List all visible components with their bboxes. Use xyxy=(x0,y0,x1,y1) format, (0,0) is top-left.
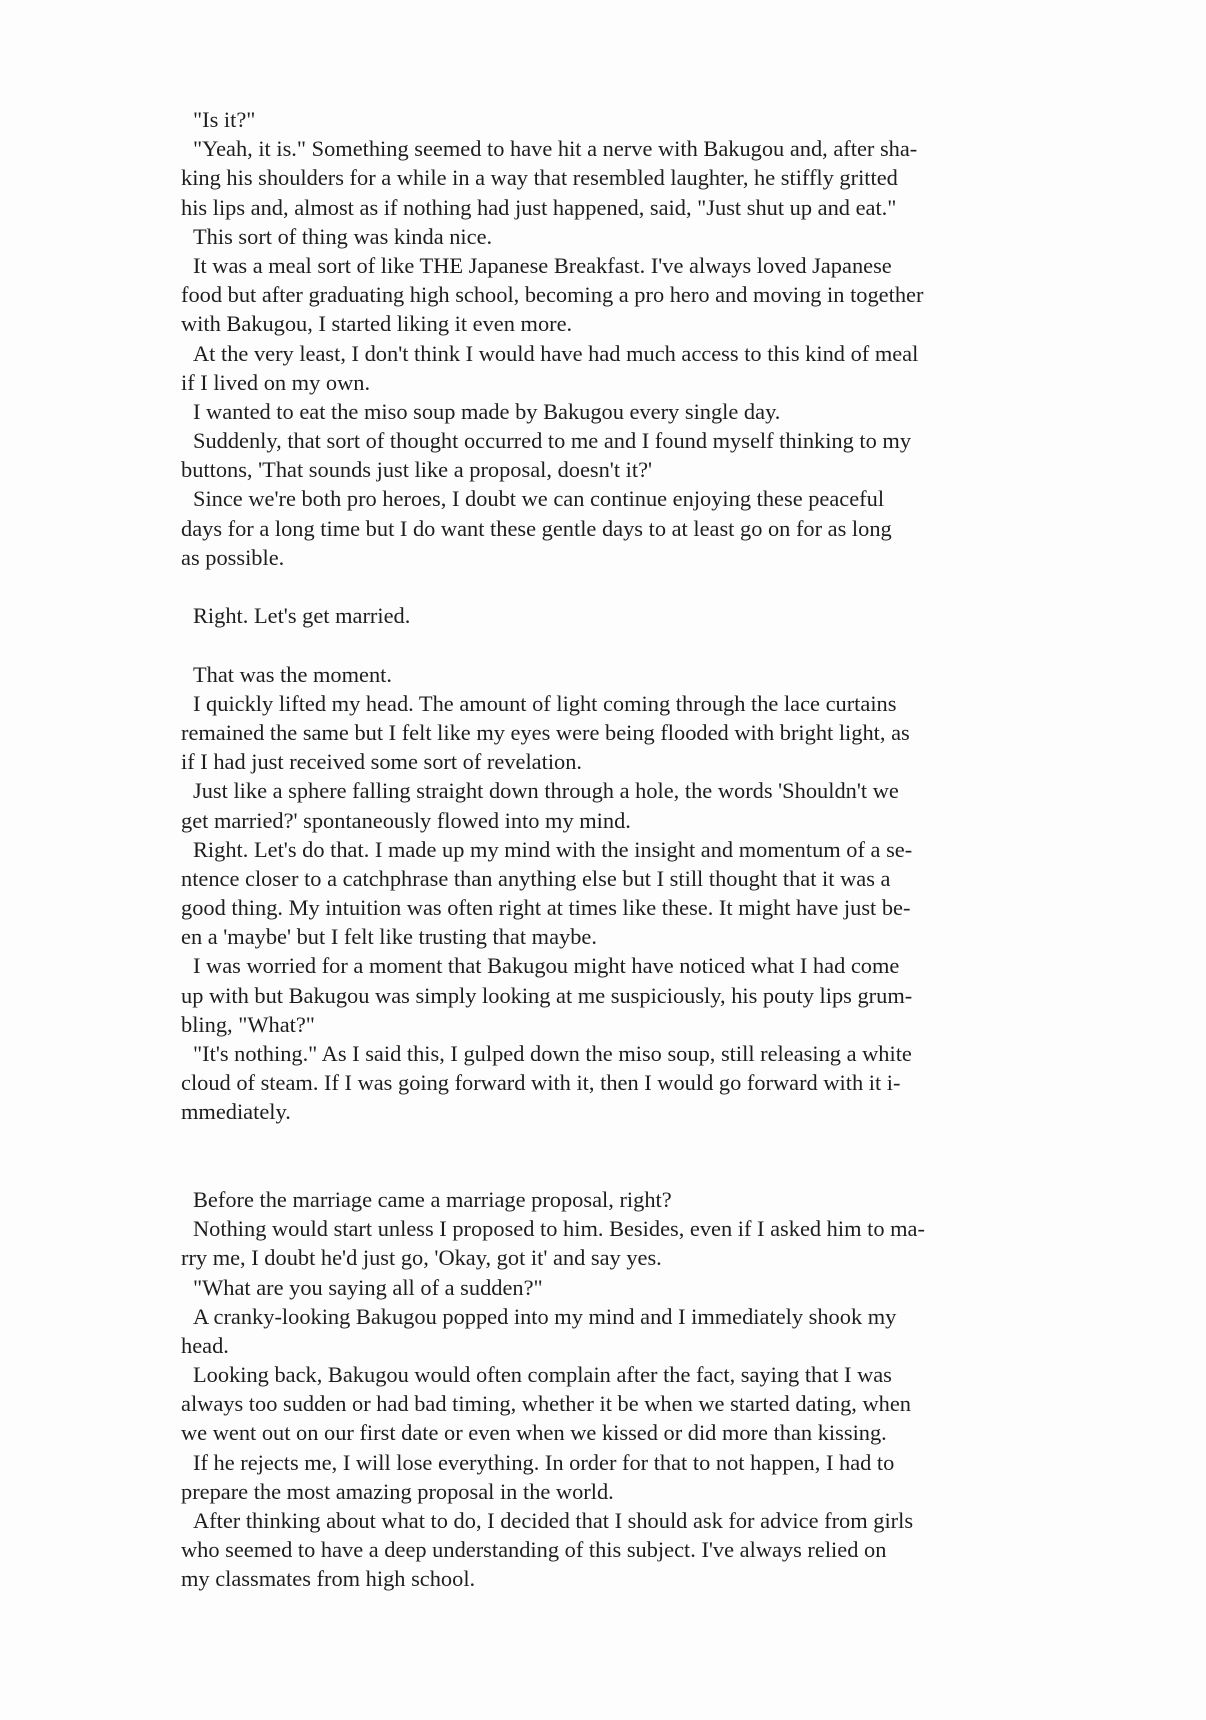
text-line: mmediately. xyxy=(181,1099,291,1125)
text-line: my classmates from high school. xyxy=(181,1566,476,1592)
body-text xyxy=(181,105,1051,1594)
text-line: "Yeah, it is." Something seemed to have hit a nerve with Bakugou and, after sha- xyxy=(193,136,918,162)
text-line: always too sudden or had bad timing, whether it be when we started dating, when xyxy=(181,1391,912,1417)
text-line: Looking back, Bakugou would often complain after the fact, saying that I was xyxy=(193,1362,892,1388)
text-line: Just like a sphere falling straight down through a hole, the words 'Shouldn't we xyxy=(193,778,899,804)
text-line: I wanted to eat the miso soup made by Bakugou every single day. xyxy=(193,398,781,424)
text-line: rry me, I doubt he'd just go, 'Okay, got it' and say yes. xyxy=(181,1245,662,1271)
text-line: if I lived on my own. xyxy=(181,369,371,395)
text-line: Before the marriage came a marriage proposal, right? xyxy=(193,1186,672,1212)
blank-line xyxy=(181,1127,1051,1156)
text-line: days for a long time but I do want these gentle days to at least go on for as long xyxy=(181,515,892,541)
text-line: If he rejects me, I will lose everything. In order for that to not happen, I had to xyxy=(193,1449,895,1475)
text-line: This sort of thing was kinda nice. xyxy=(193,223,493,249)
text-line: Right. Let's do that. I made up my mind with the insight and momentum of a se- xyxy=(193,836,913,862)
text-line: who seemed to have a deep understanding of this subject. I've always relied on xyxy=(181,1537,887,1563)
blank-line xyxy=(181,572,1051,601)
text-line: Since we're both pro heroes, I doubt we can continue enjoying these peaceful xyxy=(193,486,885,512)
text-line: prepare the most amazing proposal in the world. xyxy=(181,1478,614,1504)
text-line: if I had just received some sort of revelation. xyxy=(181,749,583,775)
text-line: After thinking about what to do, I decided that I should ask for advice from girls xyxy=(193,1508,914,1533)
text-line: "What are you saying all of a sudden?" xyxy=(193,1274,543,1300)
text-line: It was a meal sort of like THE Japanese Breakfast. I've always loved Japanese xyxy=(193,252,892,278)
text-line: head. xyxy=(181,1332,229,1358)
text-line: I was worried for a moment that Bakugou might have noticed what I had come xyxy=(193,953,900,979)
text-line: "Is it?" xyxy=(193,107,256,132)
text-line: we went out on our first date or even when we kissed or did more than kissing. xyxy=(181,1420,887,1446)
text-line: At the very least, I don't think I would have had much access to this kind of meal xyxy=(193,340,919,366)
text-line: ntence closer to a catchphrase than anything else but I still thought that it was a xyxy=(181,865,891,891)
blank-line xyxy=(181,630,1051,659)
blank-line xyxy=(181,1156,1051,1185)
text-line: buttons, 'That sounds just like a proposal, doesn't it?' xyxy=(181,457,653,483)
text-line: en a 'maybe' but I felt like trusting that maybe. xyxy=(181,924,597,950)
text-line: Suddenly, that sort of thought occurred to me and I found myself thinking to my xyxy=(193,428,912,454)
text-line: remained the same but I felt like my eyes were being flooded with bright light, as xyxy=(181,719,910,745)
text-line: bling, "What?" xyxy=(181,1011,315,1037)
text-line: A cranky-looking Bakugou popped into my mind and I immediately shook my xyxy=(193,1303,897,1329)
text-line: "It's nothing." As I said this, I gulped down the miso soup, still releasing a white xyxy=(193,1041,912,1066)
text-line: as possible. xyxy=(181,544,285,570)
text-line: I quickly lifted my head. The amount of light coming through the lace curtains xyxy=(193,690,897,716)
text-line: with Bakugou, I started liking it even more. xyxy=(181,311,573,337)
text-line: get married?' spontaneously flowed into my mind. xyxy=(181,807,631,833)
text-line: cloud of steam. If I was going forward with it, then I would go forward with it i- xyxy=(181,1070,901,1096)
text-line: his lips and, almost as if nothing had just happened, said, "Just shut up and eat." xyxy=(181,194,897,220)
text-line: Nothing would start unless I proposed to him. Besides, even if I asked him to ma- xyxy=(193,1216,925,1242)
text-line: good thing. My intuition was often right at times like these. It might have just be- xyxy=(181,895,911,921)
text-line: Right. Let's get married. xyxy=(193,603,411,629)
text-line: That was the moment. xyxy=(193,661,392,687)
text-line: king his shoulders for a while in a way that resembled laughter, he stiffly gritted xyxy=(181,165,898,191)
text-line: food but after graduating high school, becoming a pro hero and moving in together xyxy=(181,282,924,308)
text-line: up with but Bakugou was simply looking at me suspiciously, his pouty lips grum- xyxy=(181,982,913,1008)
